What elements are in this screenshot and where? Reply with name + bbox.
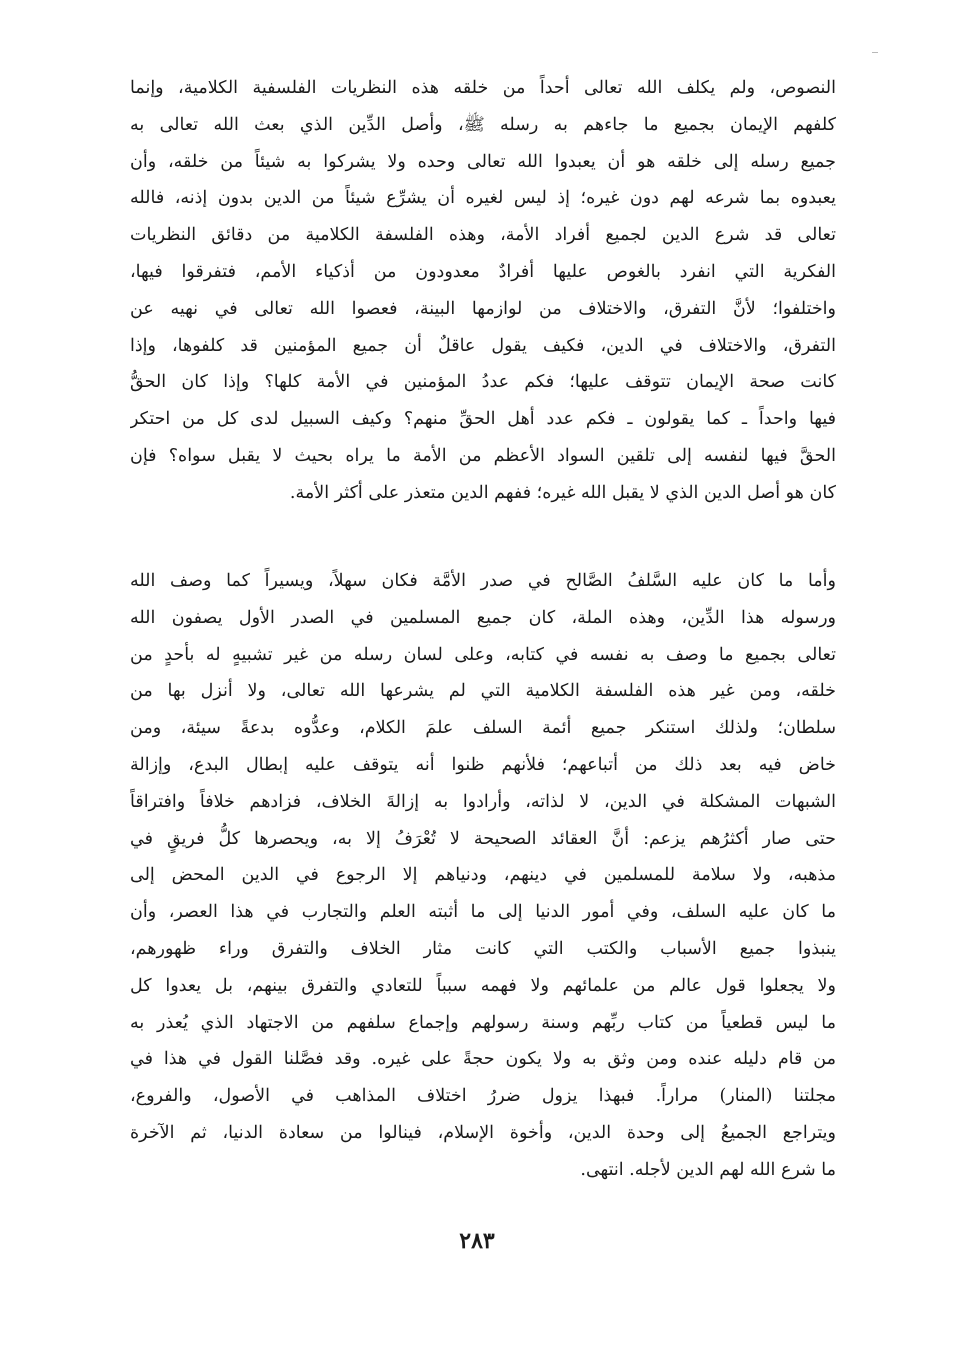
- paragraph-2-line: ما شرع الله لهم الدين لأجله. انتهى.: [580, 1159, 836, 1180]
- paragraph-1-line: فيها واحداً ـ كما يقولون ـ فكم عدد أهل الحقِّ منهم؟ وكيف السبيل لدى كل من احتكر: [130, 409, 836, 430]
- paragraph-2: [130, 563, 836, 1189]
- paragraph-2-line: سلطان؛ ولذلك استنكر جميع أئمة السلف علمَ الكلام، وعدُّوه بدعةً سيئة، ومن: [130, 718, 836, 739]
- paragraph-1-line: كلفهم الإيمان بجميع ما جاءهم به رسله ﷺ، وأصل الدِّين الذي بعث الله تعالى به: [130, 114, 836, 135]
- paragraph-2-line: ورسوله هذا الدِّين، وهذه الملة، كان جميع المسلمين في الصدر الأول يصفون الله: [130, 607, 836, 628]
- paragraph-2-line: ويتراجع الجميعُ إلى وحدة الدين، وأخوة الإسلام، فينالوا من سعادة الدنيا، ثم الآخرة: [130, 1122, 836, 1143]
- paragraph-2-line: خاض فيه بعد ذلك من أتباعهم؛ فلأنهم ظنوا أنه يتوقف عليه إبطال البدع، وإزالة: [130, 754, 836, 775]
- paragraph-1-line: النصوص، ولم يكلف الله تعالى أحداً من خلقه هذه النظريات الفلسفية الكلامية، وإنما: [130, 78, 836, 98]
- paragraph-2-line: مذهبه، ولا سلامة للمسلمين في دينهم، ودنياهم إلا الرجوع في الدين المحض إلى: [130, 865, 836, 886]
- paragraph-2-line: حتى صار أكثرُهم يزعم: أنَّ العقائد الصحيحة لا تُعْرَفُ إلا به، ويحصرها كلُّ فريقٍ في: [130, 828, 836, 849]
- paragraph-2-line: ما كان عليه السلف، وفي أمور الدنيا إلى ما أثبته العلم والتجارب في هذا العصر، وأن: [130, 902, 836, 923]
- paragraph-2-line: وأما ما كان عليه السَّلفُ الصَّالح في صدر الأمَّة فكان سهلاً، ويسيراً كما وصف الله: [130, 571, 836, 591]
- paragraph-1-line: كان هو أصل الدين الذي لا يقبل الله غيره؛ ففهم الدين متعذر على أكثر الأمة.: [289, 482, 836, 503]
- paragraph-1-line: جميع رسله إلى خلقه هو أن يعبدوا الله تعالى وحده ولا يشركوا به شيئاً من خلقه، وأن: [130, 151, 836, 172]
- paragraph-2-line: ما ليس قطعياً من كتاب ربِّهم وسنة رسولهم وإجماع سلفهم من الاجتهاد الذي يُعذر به: [130, 1012, 836, 1033]
- scan-mark: [872, 52, 878, 53]
- paragraph-2-line: ولا يجعلوا قول عالم من علمائهم ولا فهمه سبباً للتعادي والتفرق بينهم، بل يعدوا كل: [130, 975, 836, 996]
- paragraph-2-line: مجلتنا (المنار) مراراً. فبهذا يزول ضررُ اختلاف المذاهب في الأصول، والفروع،: [130, 1086, 836, 1107]
- paragraph-2-line: خلقه، ومن غير هذه الفلسفة الكلامية التي لم يشرعها الله تعالى، ولا أنزل بها من: [130, 681, 836, 702]
- paragraph-1-line: يعبدوه بما شرعه لهم دون غيره؛ إذ ليس لغيره أن يشرِّع شيئاً من الدين بدون إذنه، فالله: [130, 188, 836, 209]
- paragraph-1-line: كانت صحة الإيمان تتوقف عليها؛ فكم عددُ المؤمنين في الأمة كلها؟ وإذا كان الحقُّ: [130, 372, 836, 393]
- paragraph-2-line: من قام دليله عنده ومن وثق به ولا يكون حجةً على غيره. وقد فصَّلنا القول في هذا في: [130, 1049, 836, 1070]
- paragraph-1-line: الحقَّ فيها لنفسه إلى تلقين السواد الأعظم من الأمة ما يراه بحيث لا يقبل سواه؟ فإن: [130, 445, 836, 466]
- paragraph-1-line: الفكرية التي انفرد بالغوص عليها أفرادٌ معدودون من أذكياء الأمم، فتفرقوا فيها،: [130, 261, 836, 282]
- paragraph-2-line: ينبذوا جميع الأسباب والكتب التي كانت مثار الخلاف والتفرق وراء ظهورهم،: [130, 938, 836, 959]
- paragraph-1-line: التفرق، والاختلاف في الدين، فكيف يقول عاقلٌ أن جميع المؤمنين قد كلفوها، وإذا: [130, 335, 836, 356]
- paragraph-1-line: واختلفوا؛ لأنَّ التفرق، والاختلاف من لوازمها البينة، فعصوا الله تعالى في نهيه عن: [130, 298, 836, 319]
- paragraph-1: [130, 70, 836, 512]
- page-number: ٢٨٣: [459, 1228, 495, 1254]
- paragraph-1-line: تعالى قد شرع الدين لجميع أفراد الأمة، وهذه الفلسفة الكلامية من دقائق النظريات: [130, 225, 836, 246]
- paragraph-2-line: تعالى بجميع ما وصف به نفسه في كتابه، وعلى لسان رسله من غير تشبيهٍ له بأحدٍ من: [130, 644, 836, 665]
- paragraph-2-line: الشبهات المشكلة في الدين، لا لذاته، وأرادوا به إزالةَ الخلاف، فزادهم خلافاً وافتراقاً: [130, 791, 836, 812]
